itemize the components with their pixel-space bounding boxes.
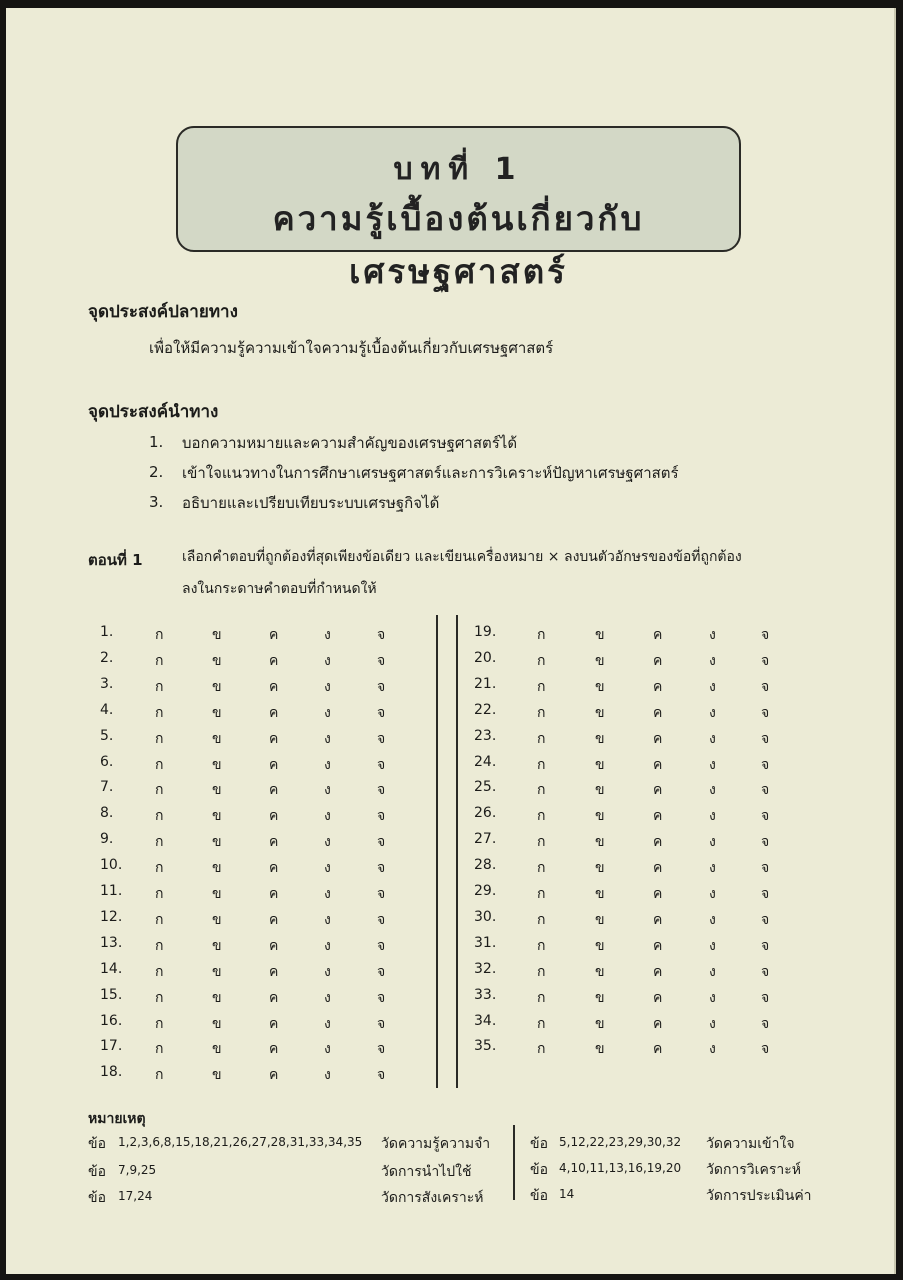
answer-choice[interactable]: ข [212,756,222,773]
question-number: 15. [100,986,123,1003]
answer-choice[interactable]: ข [595,730,605,747]
answer-choice[interactable]: ก [537,911,546,928]
note-items: 14 [559,1187,575,1201]
note-measure: วัดความรู้ความจำ [381,1136,491,1152]
answer-choice[interactable]: ข [212,704,222,721]
question-number: 3. [100,675,114,692]
question-number: 2. [100,649,114,666]
answer-choice[interactable]: ก [537,808,546,825]
note-items: 5,12,22,23,29,30,32 [559,1135,682,1149]
answer-choice[interactable]: จ [761,704,770,721]
answer-choice[interactable]: ข [595,782,605,799]
answer-choice[interactable]: ก [155,834,164,851]
answer-choice[interactable]: จ [377,834,386,851]
answer-choice[interactable]: ค [269,1015,279,1032]
question-number: 26. [474,805,497,822]
answer-choice[interactable]: ค [269,937,279,954]
answer-choice[interactable]: ง [324,834,331,851]
note-items: 17,24 [118,1189,153,1203]
answer-choice[interactable]: ก [155,808,164,825]
answer-choice[interactable]: จ [377,860,386,877]
answer-choice[interactable]: จ [761,756,770,773]
part1-label: ตอนที่ 1 [88,551,143,569]
answer-choice[interactable]: ง [324,963,331,980]
answer-choice[interactable]: ข [212,989,222,1006]
question-number: 32. [474,960,497,977]
answer-choice[interactable]: ก [537,678,546,695]
answer-choice[interactable]: ง [324,989,331,1006]
answer-choice[interactable]: ง [709,911,716,928]
answer-choice[interactable]: ค [269,756,279,773]
answer-choice[interactable]: ง [709,1041,716,1058]
question-number: 7. [100,779,114,796]
answer-choice[interactable]: ก [155,782,164,799]
answer-choice[interactable]: ก [155,678,164,695]
note-measure: วัดการสังเคราะห์ [381,1190,484,1206]
answer-choice[interactable]: ง [709,834,716,851]
answer-choice[interactable]: ค [269,704,279,721]
question-number: 30. [474,908,497,925]
answer-choice[interactable]: ง [324,1067,331,1084]
answer-choice[interactable]: ง [709,627,716,643]
answer-choice[interactable]: ค [269,989,279,1006]
question-number: 13. [100,934,123,951]
notes-divider [513,1125,515,1200]
answer-choice[interactable]: ค [653,678,663,695]
question-number: 35. [474,1038,497,1055]
answer-choice[interactable]: ง [709,756,716,773]
question-number: 29. [474,883,497,899]
answer-choice[interactable]: ก [155,886,164,902]
answer-choice[interactable]: จ [377,756,386,773]
question-number: 6. [100,753,114,770]
answer-choice[interactable]: ค [653,652,663,669]
answer-choice[interactable]: จ [377,678,386,695]
answer-choice[interactable]: ง [324,1041,331,1058]
part1-instruction-line2: ลงในกระดาษคำตอบที่กำหนดให้ [182,581,377,597]
answer-choice[interactable]: ง [709,937,716,954]
question-number: 18. [100,1064,123,1081]
note-prefix: ข้อ [88,1164,106,1180]
answer-choice[interactable]: ข [595,1015,605,1032]
note-items: 7,9,25 [118,1163,157,1177]
note-prefix: ข้อ [88,1190,106,1206]
answer-choice[interactable]: ก [155,627,164,643]
answer-choice[interactable]: จ [761,989,770,1006]
answer-choice[interactable]: ข [212,782,222,799]
answer-choice[interactable]: ง [324,782,331,799]
answer-choice[interactable]: ค [269,834,279,851]
answer-choice[interactable]: จ [377,911,386,928]
note-measure: วัดการนำไปใช้ [381,1164,472,1180]
answer-choice[interactable]: จ [761,911,770,928]
answer-choice[interactable]: ง [709,989,716,1006]
answer-choice[interactable]: ข [212,1067,222,1084]
answer-choice[interactable]: ค [653,782,663,799]
answer-choice[interactable]: ข [212,834,222,851]
answer-choice[interactable]: ง [709,860,716,877]
notes-heading: หมายเหตุ [88,1111,146,1127]
answer-choice[interactable]: ก [537,756,546,773]
answer-choice[interactable]: ข [595,627,605,643]
answer-choice[interactable]: ก [537,989,546,1006]
answer-choice[interactable]: ค [653,989,663,1006]
answer-choice[interactable]: ข [212,937,222,954]
terminal-objective-heading: จุดประสงค์ปลายทาง [88,302,238,322]
answer-choice[interactable]: ข [595,678,605,695]
question-number: 28. [474,857,497,874]
answer-choice[interactable]: ข [595,1041,605,1058]
answer-choice[interactable]: ค [653,704,663,721]
answer-choice[interactable]: ก [155,937,164,954]
note-items: 1,2,3,6,8,15,18,21,26,27,28,31,33,34,35 [118,1135,363,1149]
answer-choice[interactable]: ง [324,808,331,825]
note-measure: วัดการประเมินค่า [706,1188,812,1204]
document-page [6,8,896,1274]
answer-choice[interactable]: ข [595,756,605,773]
objective-item-text: อธิบายและเปรียบเทียบระบบเศรษฐกิจได้ [182,494,440,512]
answer-choice[interactable]: ข [595,963,605,980]
note-prefix: ข้อ [530,1162,548,1178]
answer-choice[interactable]: ง [709,808,716,825]
answer-choice[interactable]: ก [537,1041,546,1058]
answer-choice[interactable]: ข [595,860,605,877]
answer-choice[interactable]: ก [155,1067,164,1084]
answer-choice[interactable]: ง [324,678,331,695]
answer-choice[interactable]: ก [155,652,164,669]
answer-choice[interactable]: ก [155,730,164,747]
answer-choice[interactable]: ก [537,886,546,902]
answer-choice[interactable]: ค [269,886,279,902]
chapter-title-box [176,126,741,291]
answer-choice[interactable]: ง [324,911,331,928]
answer-choice[interactable]: ข [212,652,222,669]
answer-choice[interactable]: จ [377,652,386,669]
question-number: 14. [100,960,123,977]
question-number: 12. [100,908,123,925]
answer-choice[interactable]: ข [212,1041,222,1058]
answer-choice[interactable]: ค [653,1015,663,1032]
answer-choice[interactable]: ก [537,963,546,980]
answer-choice[interactable]: ค [269,911,279,928]
answer-choice[interactable]: ข [212,730,222,747]
answer-choice[interactable]: ค [653,963,663,980]
objective-item-num: 2. [149,463,164,481]
answer-choice[interactable]: ง [324,652,331,669]
answer-choice[interactable]: ค [269,1067,279,1084]
note-prefix: ข้อ [530,1136,548,1152]
answer-choice[interactable]: ข [212,1015,222,1032]
answer-choice[interactable]: ค [653,756,663,773]
objective-item-num: 3. [149,493,164,511]
answer-choice[interactable]: ข [595,808,605,825]
question-number: 24. [474,753,497,770]
answer-choice[interactable]: จ [761,782,770,799]
answer-choice[interactable]: จ [377,963,386,980]
chapter-title: ความรู้เบื้องต้นเกี่ยวกับเศรษฐศาสตร์ [272,199,645,291]
note-measure: วัดการวิเคราะห์ [706,1162,801,1178]
answer-choice[interactable]: จ [761,834,770,851]
answer-choice[interactable]: ข [595,704,605,721]
answer-choice[interactable]: จ [761,1015,770,1032]
answer-choice[interactable]: จ [761,886,770,902]
answer-choice[interactable]: จ [377,1041,386,1058]
answer-choice[interactable]: จ [377,1015,386,1032]
answer-choice[interactable]: ง [324,756,331,773]
answer-choice[interactable]: จ [377,886,386,902]
answer-choice[interactable]: จ [761,963,770,980]
note-prefix: ข้อ [530,1188,548,1204]
answer-choice[interactable]: ก [155,756,164,773]
question-number: 11. [100,883,123,899]
answer-choice[interactable]: ค [653,834,663,851]
answer-choice[interactable]: จ [761,627,770,643]
column-divider [436,615,438,1088]
answer-choice[interactable]: ง [709,782,716,799]
answer-choice[interactable]: จ [761,1041,770,1058]
answer-choice[interactable]: ค [269,1041,279,1058]
answer-choice[interactable]: ง [709,886,716,902]
answer-choice[interactable]: ง [709,652,716,669]
answer-choice[interactable]: ค [269,782,279,799]
answer-choice[interactable]: ง [709,963,716,980]
answer-choice[interactable]: ก [155,963,164,980]
answer-choice[interactable]: ข [212,963,222,980]
answer-choice[interactable]: จ [377,730,386,747]
answer-choice[interactable]: ก [537,782,546,799]
answer-choice[interactable]: จ [761,860,770,877]
answer-choice[interactable]: ข [595,989,605,1006]
question-number: 17. [100,1038,123,1055]
answer-choice[interactable]: ค [269,678,279,695]
answer-choice[interactable]: จ [761,937,770,954]
chapter-number: บทที่ 1 [393,152,524,187]
answer-choice[interactable]: ค [653,911,663,928]
answer-choice[interactable]: ข [595,886,605,902]
answer-choice[interactable]: จ [761,808,770,825]
question-number: 4. [100,701,114,718]
answer-choice[interactable]: ก [155,1041,164,1058]
answer-choice[interactable]: ข [595,937,605,954]
answer-choice[interactable]: ง [709,1015,716,1032]
answer-choice[interactable]: ค [269,730,279,747]
answer-choice[interactable]: ง [324,937,331,954]
answer-choice[interactable]: ก [537,937,546,954]
answer-choice[interactable]: จ [761,652,770,669]
answer-choice[interactable]: ข [212,911,222,928]
answer-choice[interactable]: ค [653,730,663,747]
answer-choice[interactable]: ค [653,808,663,825]
answer-choice[interactable]: จ [377,704,386,721]
question-number: 31. [474,934,497,951]
question-number: 27. [474,831,497,848]
answer-choice[interactable]: ก [155,860,164,877]
answer-choice[interactable]: ก [537,652,546,669]
answer-choice[interactable]: ก [537,1015,546,1032]
answer-choice[interactable]: ค [653,627,663,643]
answer-choice[interactable]: จ [761,678,770,695]
part1-instruction-line1: เลือกคำตอบที่ถูกต้องที่สุดเพียงข้อเดียว และเขียนเครื่องหมาย × ลงบนตัวอักษรของข้อที่ถูกต้อง [182,549,742,565]
answer-choice[interactable]: ง [709,678,716,695]
answer-choice[interactable]: ง [324,730,331,747]
note-items: 4,10,11,13,16,19,20 [559,1161,682,1175]
answer-choice[interactable]: ง [709,704,716,721]
question-number: 5. [100,727,114,744]
answer-choice[interactable]: ค [653,937,663,954]
answer-choice[interactable]: จ [377,989,386,1006]
question-number: 10. [100,857,123,874]
question-number: 8. [100,805,114,822]
answer-choice[interactable]: จ [377,627,386,643]
question-number: 34. [474,1012,497,1029]
answer-choice[interactable]: ค [269,808,279,825]
objective-item-text: เข้าใจแนวทางในการศึกษาเศรษฐศาสตร์และการวิเคราะห์ปัญหาเศรษฐศาสตร์ [182,464,679,482]
objective-item-num: 1. [149,433,164,451]
answer-choice[interactable]: ข [595,652,605,669]
answer-choice[interactable]: ค [269,963,279,980]
answer-choice[interactable]: ค [269,627,279,643]
answer-choice[interactable]: ง [324,704,331,721]
answer-choice[interactable]: ข [212,808,222,825]
answer-choice[interactable]: ง [324,860,331,877]
column-divider [456,615,458,1088]
answer-choice[interactable]: ก [537,834,546,851]
answer-choice[interactable]: ง [709,730,716,747]
answer-choice[interactable]: ก [155,1015,164,1032]
answer-choice[interactable]: ค [269,652,279,669]
answer-choice[interactable]: ง [324,1015,331,1032]
answer-choice[interactable]: ง [324,627,331,643]
answer-choice[interactable]: จ [377,1067,386,1084]
answer-choice[interactable]: ข [212,627,222,643]
answer-choice[interactable]: ข [595,834,605,851]
note-measure: วัดความเข้าใจ [706,1136,795,1152]
answer-choice[interactable]: ข [212,860,222,877]
objective-item-text: บอกความหมายและความสำคัญของเศรษฐศาสตร์ได้ [182,434,518,452]
answer-choice[interactable]: ก [537,730,546,747]
answer-choice[interactable]: ก [537,860,546,877]
question-number: 20. [474,649,497,666]
answer-choice[interactable]: ก [155,704,164,721]
answer-choice[interactable]: จ [377,808,386,825]
answer-choice[interactable]: ข [212,886,222,902]
question-number: 33. [474,986,497,1003]
question-number: 25. [474,779,497,796]
answer-choice[interactable]: ก [537,704,546,721]
answer-choice[interactable]: จ [761,730,770,747]
answer-choice[interactable]: ค [653,1041,663,1058]
question-number: 1. [100,624,114,640]
answer-choice[interactable]: ค [269,860,279,877]
question-number: 9. [100,831,114,848]
answer-choice[interactable]: ข [212,678,222,695]
question-number: 22. [474,701,497,718]
answer-choice[interactable]: ก [155,989,164,1006]
answer-choice[interactable]: จ [377,782,386,799]
question-number: 23. [474,727,497,744]
enabling-objectives-heading: จุดประสงค์นำทาง [88,402,219,422]
answer-choice[interactable]: ค [653,860,663,877]
answer-choice[interactable]: ก [155,911,164,928]
answer-choice[interactable]: ง [324,886,331,902]
question-number: 21. [474,675,497,692]
answer-choice[interactable]: จ [377,937,386,954]
answer-choice[interactable]: ค [653,886,663,902]
answer-choice[interactable]: ข [595,911,605,928]
question-number: 16. [100,1012,123,1029]
answer-choice[interactable]: ก [537,627,546,643]
terminal-objective-text: เพื่อให้มีความรู้ความเข้าใจความรู้เบื้องต้นเกี่ยวกับเศรษฐศาสตร์ [149,339,554,357]
question-number: 19. [474,624,497,640]
note-prefix: ข้อ [88,1136,106,1152]
